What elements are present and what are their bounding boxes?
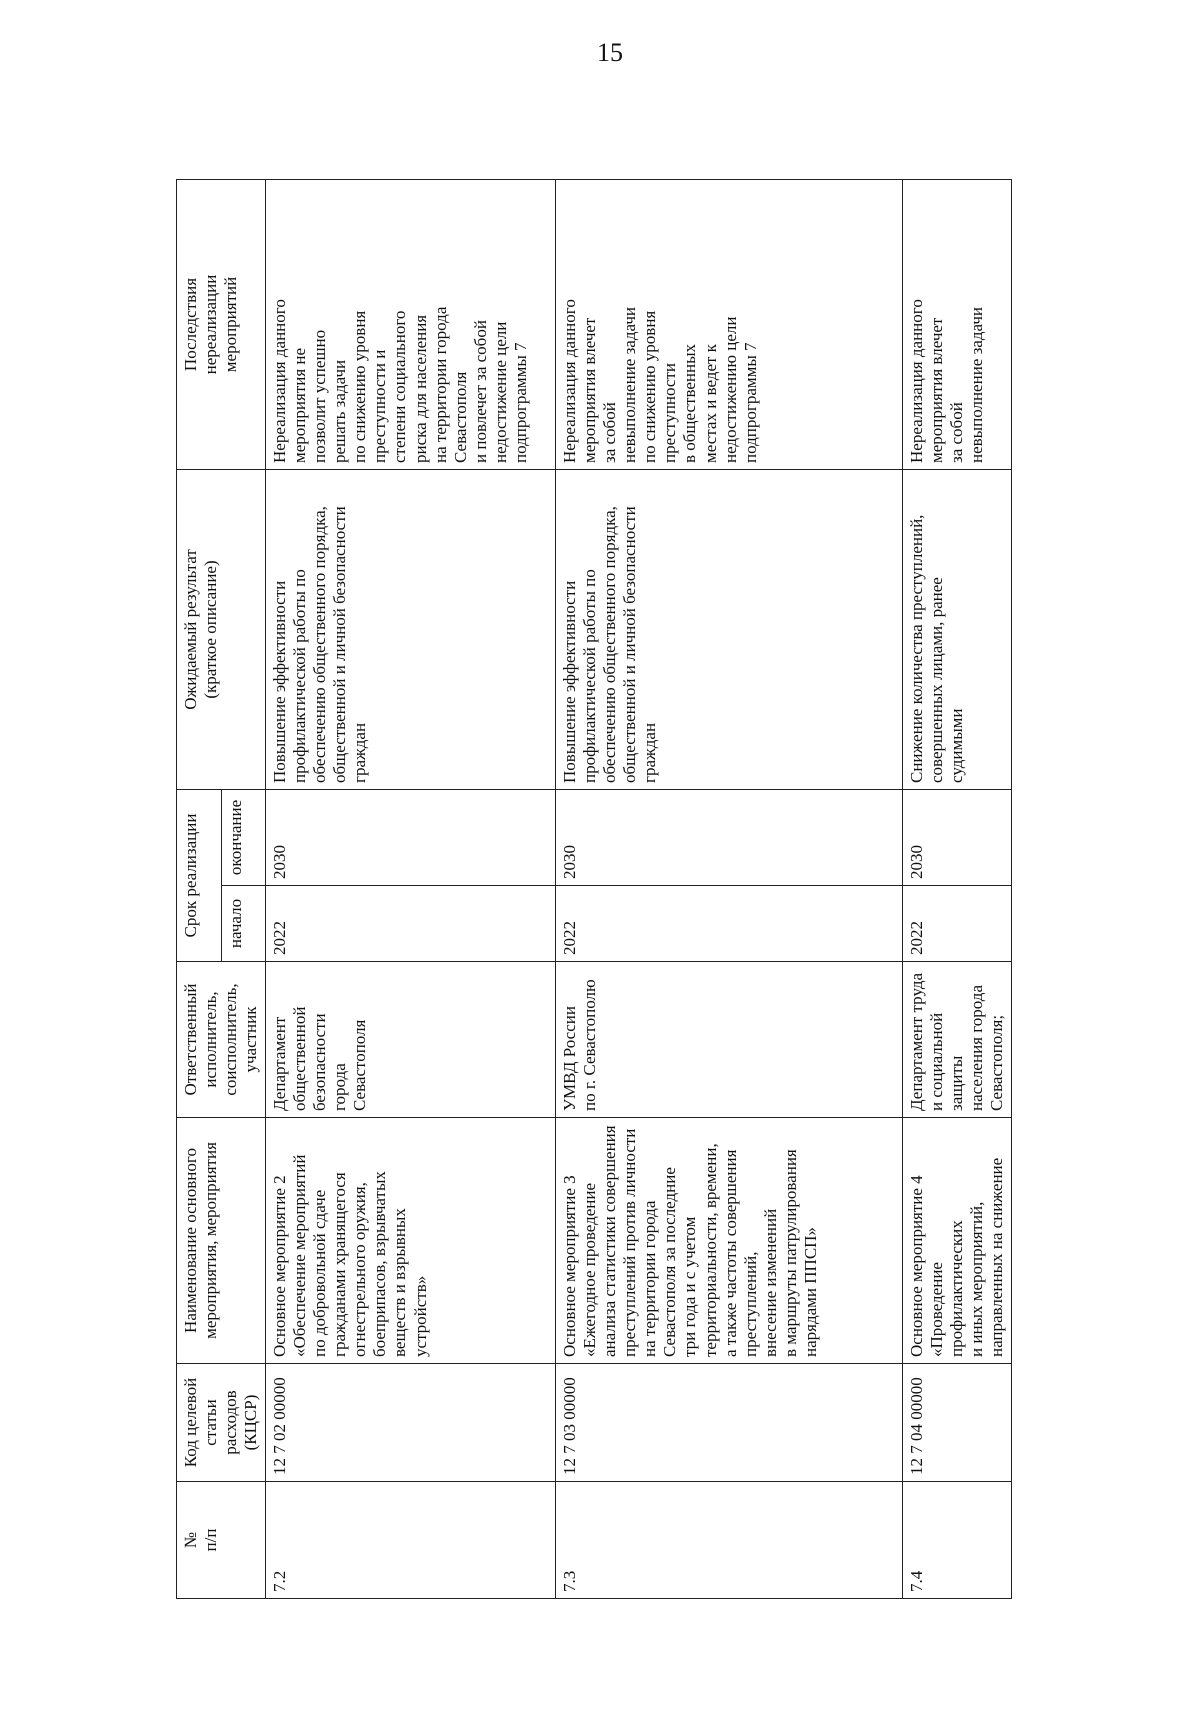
header-term-text: Срок реализации <box>181 813 200 938</box>
header-start-text: начало <box>225 898 245 949</box>
header-num-text: № п/п <box>181 1528 221 1552</box>
header-start <box>221 886 266 962</box>
cell-kcsr <box>903 1364 1012 1482</box>
cell-start <box>266 886 556 962</box>
header-term <box>177 790 222 962</box>
activities-table <box>176 179 1012 1599</box>
cell-result-text: Повышение эффективности профилактической работы по обеспечению общественного порядка, общественной и личной безопасности граждан <box>560 506 660 783</box>
page-number: 15 <box>597 38 623 67</box>
header-end <box>221 790 266 886</box>
cell-num-text: 7.4 <box>907 1570 927 1592</box>
header-kcsr <box>177 1364 266 1482</box>
cell-kcsr <box>266 1364 556 1482</box>
cell-kcsr-text: 12 7 04 00000 <box>907 1377 927 1475</box>
header-end-text: окончание <box>225 799 245 876</box>
cell-consequences <box>266 180 556 470</box>
cell-start <box>903 886 1012 962</box>
cell-kcsr-text: 12 7 02 00000 <box>270 1377 290 1475</box>
cell-num <box>266 1482 556 1599</box>
cell-start <box>556 886 903 962</box>
table-header-row <box>177 180 222 1599</box>
header-consequences-text: Последствия нереализации мероприятий <box>181 274 241 375</box>
cell-name-text: Основное мероприятие 3 «Ежегодное проведение анализа статистики совершения преступлений против личности на территории города Севастополя за последние три года и с учетом территориальности, времени, а также частоты совершения преступлений, внесение изменений в маршруты патрулирования нарядами ППСП» <box>560 1125 820 1357</box>
cell-consequences-text: Нереализация данного мероприятия не позволит успешно решать задачи по снижению уровня преступности и степени социального риска для населения на территории города Севастополя и повлечет за собой недостижение цели подпрограммы 7 <box>270 299 530 463</box>
header-consequences <box>177 180 266 470</box>
cell-result <box>266 470 556 790</box>
header-name-text: Наименование основного мероприятия, мероприятия <box>181 1142 221 1339</box>
cell-consequences-text: Нереализация данного мероприятия влечет за собой невыполнение задачи по снижению уровня преступности в общественных местах и ведет к недостижению цели подпрограммы 7 <box>560 299 760 463</box>
cell-num <box>556 1482 903 1599</box>
header-result <box>177 470 266 790</box>
cell-consequences-text: Нереализация данного мероприятия влечет за собой невыполнение задачи <box>907 299 987 463</box>
cell-executor-text: Департамент общественной безопасности города Севастополя <box>270 1006 370 1111</box>
cell-num-text: 7.3 <box>560 1570 580 1592</box>
cell-end-text: 2030 <box>907 845 927 879</box>
header-result-text: Ожидаемый результат (краткое описание) <box>181 549 221 710</box>
cell-kcsr-text: 12 7 03 00000 <box>560 1377 580 1475</box>
cell-start-text: 2022 <box>907 921 927 955</box>
cell-end <box>266 790 556 886</box>
cell-name <box>903 1118 1012 1364</box>
cell-executor-text: Департамент труда и социальной защиты населения города Севастополя; <box>907 972 1007 1111</box>
cell-num <box>903 1482 1012 1599</box>
cell-result <box>556 470 903 790</box>
cell-end <box>903 790 1012 886</box>
cell-consequences <box>556 180 903 470</box>
rotated-table-container <box>176 179 1012 1599</box>
cell-end-text: 2030 <box>560 845 580 879</box>
cell-consequences <box>903 180 1012 470</box>
cell-executor-text: УМВД России по г. Севастополю <box>560 979 600 1111</box>
header-executor <box>177 962 266 1118</box>
header-name <box>177 1118 266 1364</box>
cell-num-text: 7.2 <box>270 1570 290 1592</box>
table-row <box>556 180 903 1599</box>
cell-executor <box>903 962 1012 1118</box>
cell-executor <box>266 962 556 1118</box>
header-executor-text: Ответственный исполнитель, соисполнитель, участник <box>181 983 261 1096</box>
cell-executor <box>556 962 903 1118</box>
table-row <box>903 180 1012 1599</box>
cell-start-text: 2022 <box>270 921 290 955</box>
cell-name-text: Основное мероприятие 4 «Проведение профилактических и иных мероприятий, направленных на снижение <box>907 1157 1007 1357</box>
cell-name-text: Основное мероприятие 2 «Обеспечение мероприятий по добровольной сдаче гражданами хранящегося огнестрельного оружия, боеприпасов, взрывчатых веществ и взрывных устройств» <box>270 1154 430 1357</box>
cell-result-text: Повышение эффективности профилактической работы по обеспечению общественного порядка, общественной и личной безопасности граждан <box>270 506 370 783</box>
header-num <box>177 1482 266 1599</box>
cell-start-text: 2022 <box>560 921 580 955</box>
header-kcsr-text: Код целевой статьи расходов (КЦСР) <box>181 1377 261 1468</box>
cell-kcsr <box>556 1364 903 1482</box>
cell-result <box>903 470 1012 790</box>
cell-name <box>556 1118 903 1364</box>
cell-name <box>266 1118 556 1364</box>
cell-end-text: 2030 <box>270 845 290 879</box>
cell-end <box>556 790 903 886</box>
table-row <box>266 180 556 1599</box>
cell-result-text: Снижение количества преступлений, совершенных лицами, ранее судимыми <box>907 514 967 783</box>
